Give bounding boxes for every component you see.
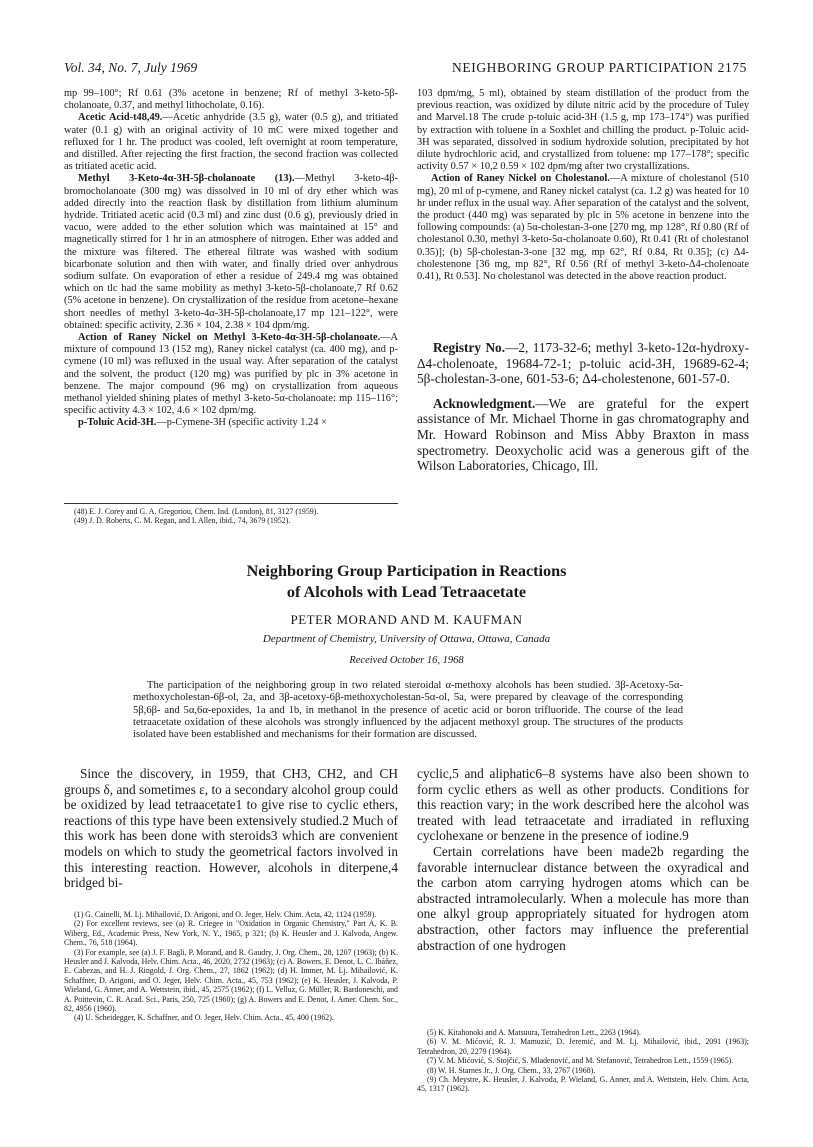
paragraph-body: —A mixture of cholestanol (510 mg), 20 ml of p-cymene, and Raney nickel catalyst (ca. 1.2 g) was heated for 10 hr under reflux in the usual way. After separation of the catalyst and the solvent, the product (440 mg) was separated by plc in 5% acetone in benzene into the following compounds: (a) 5α-cholestan-3-one [270 mg, mp 128°, Rf 0.80 (Rf of cholestanol 0.30, methyl 3-keto-5α-cholanoate 0.60), Rt 0.41 (Rt of cholestanol 0.35)]; (b) 5β-cholestan-3-one [32 mg, mp 62°, Rf 0.84, Rt 0.35]; (c) Δ4-cholestenone [36 mg, mp 82°, Rf 0.56 (Rf of methyl 3-keto-Δ4-cholenoate 0.41), Rt 0.53]. No cholestanol was detected in the above reaction product.	[417, 173, 749, 283]
registry-and-acknowledgment	[417, 340, 749, 474]
section-heading: Methyl 3-Keto-4α-3H-5β-cholanoate (13).	[78, 173, 295, 185]
section-heading: Action of Raney Nickel on Methyl 3-Keto-4α-3H-5β-cholanoate.	[78, 332, 381, 344]
footnotes-bottom-right	[417, 1028, 749, 1094]
footnote: (5) K. Kitahonoki and A. Matsuura, Tetrahedron Lett., 2263 (1964).	[427, 1028, 641, 1037]
introduction-left-column	[64, 766, 398, 891]
running-header-volume: Vol. 34, No. 7, July 1969	[64, 60, 198, 75]
paragraph	[64, 112, 398, 173]
footnote: (7) V. M. Mićović, S. Stojčić, S. Mladenović, and M. Stefanović, Tetrahedron Lett., 1559 (1965).	[427, 1056, 734, 1066]
article-title-line-1: Neighboring Group Participation in Reactions	[246, 562, 567, 580]
article-affiliation: Department of Chemistry, University of Ottawa, Ottawa, Canada	[262, 633, 551, 645]
footnote: (2) For excellent reviews, see (a) R. Criegee in "Oxidation in Organic Chemistry," Part A, K. B. Wiberg, Ed., Academic Press, New York, N. Y., 1965, p 321; (b) K. Heusler and J. Kalvoda, Angew. Chem., 76, 518 (1964).	[64, 919, 398, 948]
experimental-right-column	[417, 88, 749, 283]
paragraph: Since the discovery, in 1959, that CH3, CH2, and CH groups δ, and sometimes ε, to a secondary alcohol group could be oxidized by lead tetraacetate1 to give rise to cyclic ethers, reactions of this type have been extensively studied.2 Much of this work has been done with steroids3 which are convenient models on which to study the geometrical factors involved in this interesting reaction. However, alcohols in diterpene,4 bridged bi-	[64, 766, 398, 891]
experimental-left-column	[64, 88, 398, 430]
footnote: (48) E. J. Corey and G. A. Gregoriou, Chem. Ind. (London), 81, 3127 (1959).	[74, 507, 319, 516]
paragraph	[64, 417, 398, 429]
paragraph: mp 99–100°; Rf 0.61 (3% acetone in benzene; Rf of methyl 3-keto-5β-cholanoate, 0.37, and methyl lithocholate, 0.16).	[64, 88, 398, 112]
footnote: (9) Ch. Meystre, K. Heusler, J. Kalvoda, P. Wieland, G. Anner, and A. Wettstein, Helv. Chim. Acta, 45, 1317 (1962).	[417, 1075, 749, 1094]
section-heading: p-Toluic Acid-3H.	[78, 417, 157, 429]
article-title-line-2: of Alcohols with Lead Tetraacetate	[286, 583, 527, 601]
article-authors: PETER MORAND AND M. KAUFMAN	[290, 612, 523, 627]
footnote: (1) G. Cainelli, M. Lj. Mihailović, D. Arigoni, and O. Jeger, Helv. Chim. Acta, 42, 1124 (1959).	[74, 910, 377, 919]
paragraph: Certain correlations have been made2b regarding the favorable internuclear distance between the oxyradical and the carbon atom carrying hydrogen atoms which can be abstracted intramolecularly. When a molecule has more than one alkyl group appropriately situated for hydrogen atom abstraction, other factors may influence the preferential abstraction of one hydrogen	[417, 843, 749, 953]
registry-heading: Registry No.	[433, 340, 506, 355]
paragraph-body: —Acetic anhydride (3.5 g), water (0.5 g), and tritiated water (0.1 g) with an original activity of 10 mC were mixed together and refluxed for 1 hr. The product was cooled, left overnight at room temperature, and distilled. After rejecting the first fraction, the second fraction was collected as tritiated acetic acid.	[64, 112, 398, 173]
registry-numbers	[417, 340, 749, 387]
paragraph	[64, 173, 398, 332]
footnote: (49) J. D. Roberts, C. M. Regan, and I. Allen, ibid., 74, 3679 (1952).	[74, 516, 291, 526]
section-heading: Acetic Acid-t48,49.	[78, 112, 163, 124]
footnotes-bottom-left	[64, 910, 398, 1023]
paragraph	[64, 332, 398, 417]
paragraph-body: —A mixture of compound 13 (152 mg), Raney nickel catalyst (ca. 400 mg), and p-cymene (10 ml) was refluxed in the usual way. After separation of the catalyst and the solvent, the product (120 mg) was purified by plc in 3% acetone in benzene. The major compound (96 mg) on crystallization from aqueous methanol yielded shining plates of methyl 3-keto-5α-cholanoate: mp 115–116°; specific activity 4.3 × 102, 4.6 × 102 dpm/mg.	[64, 332, 398, 417]
acknowledgment	[417, 396, 749, 474]
footnotes-top-left	[64, 507, 398, 526]
footnote-divider	[64, 503, 398, 504]
paragraph	[417, 173, 749, 283]
running-header-title-page: NEIGHBORING GROUP PARTICIPATION 2175	[452, 60, 747, 75]
acknowledgment-heading: Acknowledgment.	[433, 395, 536, 411]
received-date: Received October 16, 1968	[349, 655, 464, 666]
article-abstract: The participation of the neighboring group in two related steroidal α-methoxy alcohols has been studied. 3β-Acetoxy-5α-methoxycholestan-6β-ol, 2a, and 3β-acetoxy-6β-methoxycholestan-5α-ol, 5a, were prepared by cleavage of the corresponding 5β,6β- and 5α,6α-epoxides, 1a and 1b, in methanol in the presence of acetic acid or boron trifluoride. The course of the lead tetraacetate oxidation of these alcohols was strongly influenced by the adjacent methoxyl group. The structures of the products isolated have been established and mechanisms for their formation are discussed.	[133, 680, 683, 741]
registry-body: —2, 1173-32-6; methyl 3-keto-12α-hydroxy-Δ4-cholenoate, 19684-72-1; p-toluic acid-3H, 19689-62-4; 5β-cholestan-3-one, 601-53-6; Δ4-cholestenone, 601-57-0.	[417, 340, 749, 387]
paragraph-body: —p-Cymene-3H (specific activity 1.24 ×	[156, 417, 327, 429]
paragraph: cyclic,5 and aliphatic6–8 systems have also been shown to form cyclic ethers as well as other products. Conditions for this reaction vary; in the work described here the alcohol was treated with lead tetraacetate and irradiated in refluxing cyclohexane or benzene in the presence of iodine.9	[417, 766, 749, 844]
section-heading: Action of Raney Nickel on Cholestanol.	[431, 173, 610, 185]
footnote: (6) V. M. Mićović, R. J. Mamuzić, D. Jeremić, and M. Lj. Mihailović, ibid., 2091 (1963); Tetrahedron, 20, 2279 (1964).	[417, 1037, 749, 1056]
footnote: (3) For example, see (a) J. F. Bagli, P. Morand, and R. Gaudry, J. Org. Chem., 28, 1207 (1963); (b) K. Heusler and J. Kalvoda, Helv. Chim. Acta., 46, 2020, 2732 (1963); (c) A. Bowers, E. Denot, L. C. Ibáñez, E. Cabezas, and H. J. Ringold, J. Org. Chem., 27, 1862 (1962); (d) H. Immer, M. Lj. Mihailović, K. Schaffner, D. Arigoni, and O. Jeger, Helv. Chim. Acta., 45, 753 (1962); (e) K. Heusler, J. Kalvoda, P. Wieland, G. Anner, and A. Wettstein, ibid., 45, 2575 (1962); (f) L. Velluz, G. Müller, R. Bardoneschi, and A. Poittevin, C. R. Acad. Sci., Paris, 250, 725 (1960); (g) A. Bowers and E. Denot, J. Amer. Chem. Soc., 82, 4956 (1960).	[64, 947, 398, 1014]
introduction-right-column	[417, 766, 749, 953]
paragraph-body: —Methyl 3-keto-4β-bromocholanoate (300 mg) was dissolved in 10 ml of dry ether which was added directly into the reaction flask by distillation from lithium aluminum hydride. Tritiated acetic acid (0.3 ml) and zinc dust (0.6 g), previously dried in vacuo, were added to the ether solution which was maintained at 15° and magnetically stirred for 1 hr in an atmosphere of nitrogen. Ether was added and the mixture was filtered. The ethereal filtrate was washed with sodium bicarbonate solution and then with water, and finally dried over anhydrous sodium sulfate. On evaporation of ether a residue of 249.4 mg was obtained which on tlc had the same mobility as methyl 3-keto-5β-cholanoate,7 Rf 0.62 (5% acetone in benzene). On crystallization of the residue from acetone–hexane short needles of methyl 3-keto-4α-3H-5β-cholanoate,17 mp 121–122°, were obtained: specific activity, 2.36 × 104, 2.38 × 104 dpm/mg.	[64, 173, 398, 331]
footnote: (4) U. Scheidegger, K. Schaffner, and O. Jeger, Helv. Chim. Acta., 45, 400 (1962).	[74, 1013, 334, 1023]
paragraph: 103 dpm/mg, 5 ml), obtained by steam distillation of the product from the previous reaction, was oxidized by dilute nitric acid by the procedure of Tuley and Marvel.18 The crude p-toluic acid-3H (1.5 g, mp 173–174°) was purified by extraction with toluene in a Soxhlet and chilling the product. p-Toluic acid-3H was separated, dissolved in sodium hydroxide solution, precipitated by hot dilute hydrochloric acid, and crystallized from toluene: mp 177–178°; specific activity 0.57 × 10,2 0.59 × 102 dpm/mg after two crystallizations.	[417, 88, 749, 173]
acknowledgment-body: —We are grateful for the expert assistance of Mr. Michael Thorne in gas chromatography and Mr. Howard Robinson and Miss Abby Braxton in mass spectrometry. Deoxycholic acid was a generous gift of the Wilson Laboratories, Chicago, Ill.	[417, 395, 749, 474]
footnote: (8) W. H. Starnes Jr., J. Org. Chem., 33, 2767 (1968).	[427, 1065, 596, 1075]
